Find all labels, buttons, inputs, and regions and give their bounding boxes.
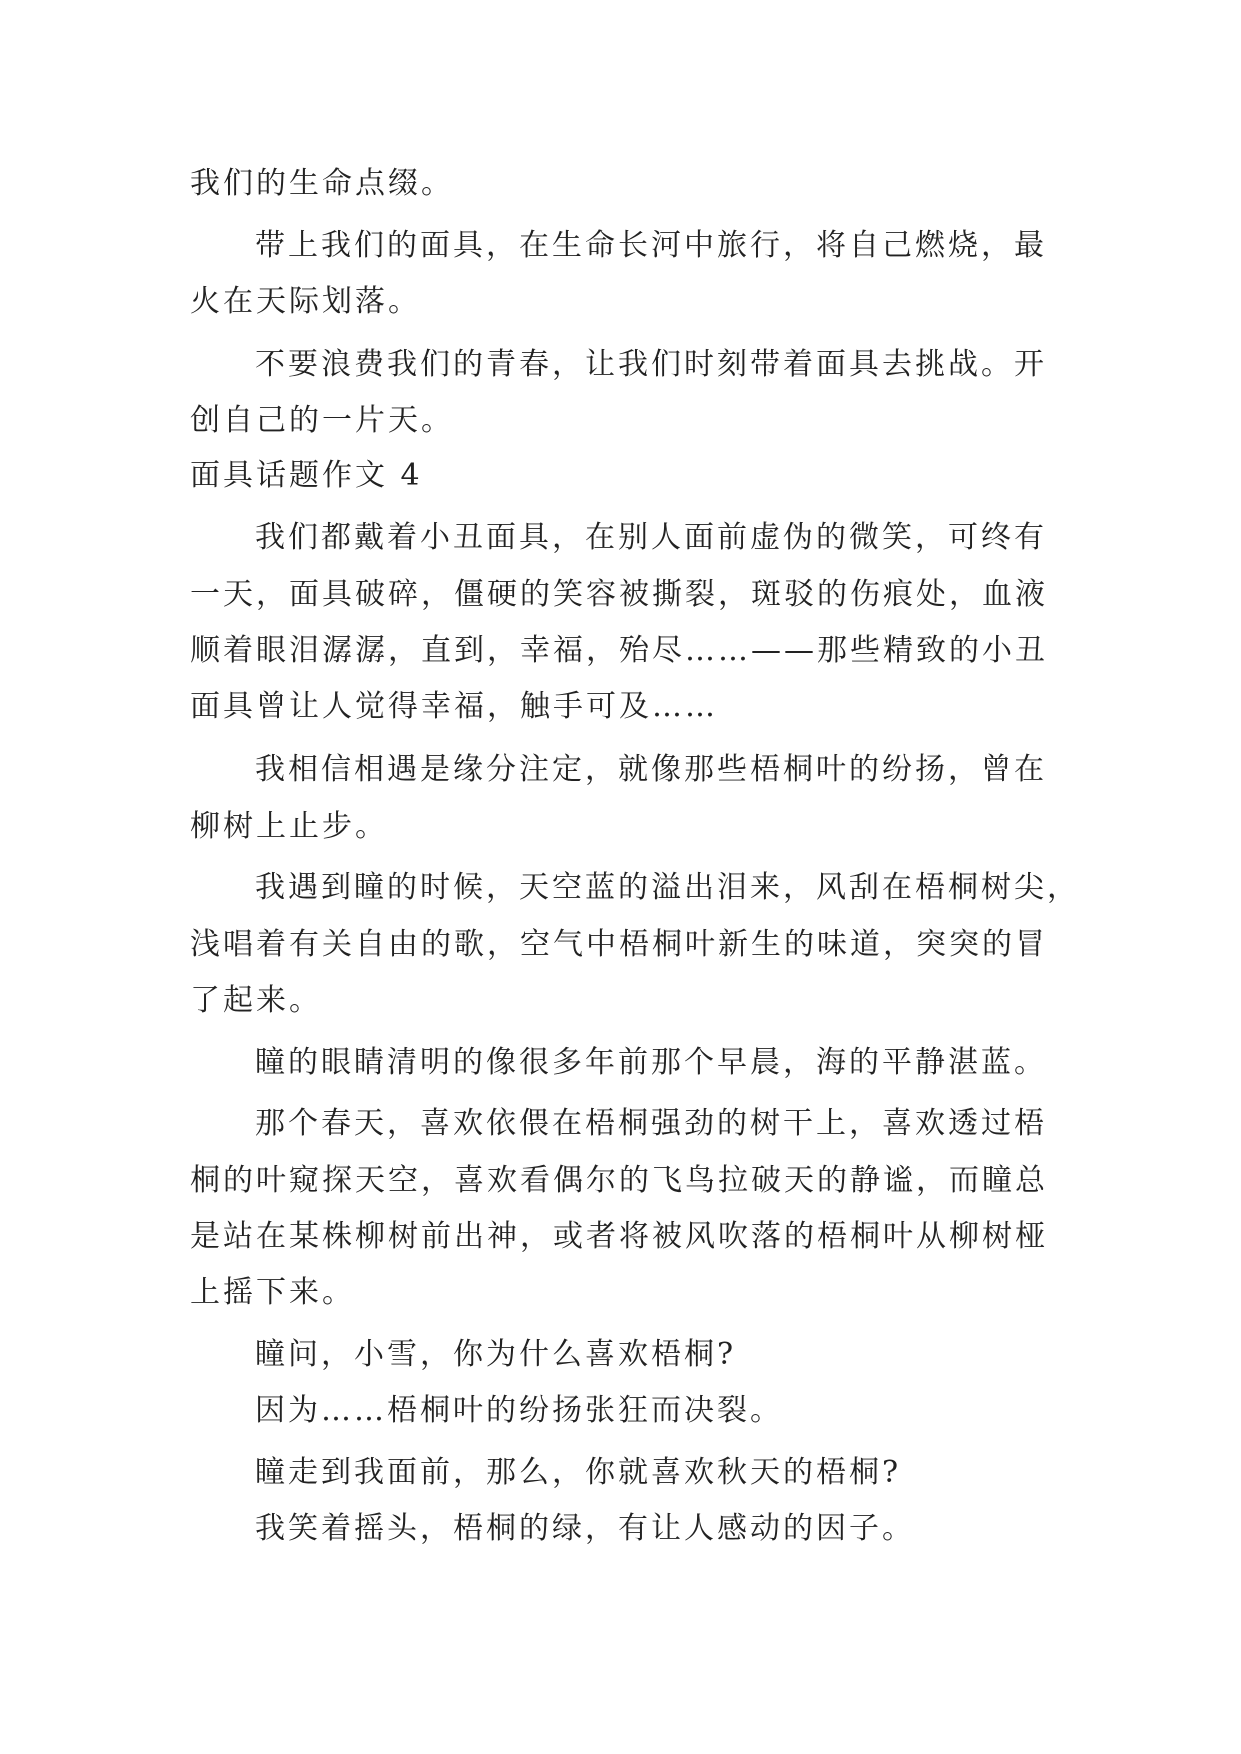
paragraph-start-line: 瞳问，小雪，你为什么喜欢梧桐?: [255, 1337, 737, 1372]
text-line: 桐的叶窥探天空，喜欢看偶尔的飞鸟拉破天的静谧，而瞳总: [190, 1163, 1048, 1198]
text-line: 浅唱着有关自由的歌，空气中梧桐叶新生的味道，突突的冒: [190, 927, 1048, 962]
section-heading: 面具话题作文 4: [190, 458, 423, 493]
text-line: 面具曾让人觉得幸福，触手可及……: [190, 689, 718, 724]
text-line: 柳树上止步。: [190, 809, 388, 844]
text-line: 创自己的一片天。: [190, 403, 454, 438]
text-line: 上摇下来。: [190, 1275, 355, 1310]
paragraph-start-line: 我们都戴着小丑面具，在别人面前虚伪的微笑，可终有: [255, 520, 1047, 555]
text-line: 是站在某株柳树前出神，或者将被风吹落的梧桐叶从柳树桠: [190, 1219, 1048, 1254]
paragraph-start-line: 我笑着摇头，梧桐的绿，有让人感动的因子。: [255, 1511, 915, 1546]
paragraph-start-line: 瞳走到我面前，那么，你就喜欢秋天的梧桐?: [255, 1455, 902, 1490]
paragraph-start-line: 不要浪费我们的青春，让我们时刻带着面具去挑战。开: [255, 347, 1047, 382]
paragraph-start-line: 瞳的眼睛清明的像很多年前那个早晨，海的平静湛蓝。: [255, 1045, 1047, 1080]
paragraph-start-line: 那个春天，喜欢依偎在梧桐强劲的树干上，喜欢透过梧: [255, 1106, 1047, 1141]
text-line: 顺着眼泪潺潺，直到，幸福，殆尽……——那些精致的小丑: [190, 633, 1048, 668]
text-line: 火在天际划落。: [190, 284, 421, 319]
paragraph-start-line: 我遇到瞳的时候，天空蓝的溢出泪来，风刮在梧桐树尖，: [255, 870, 1080, 905]
paragraph-start-line: 我相信相遇是缘分注定，就像那些梧桐叶的纷扬，曾在: [255, 752, 1047, 787]
text-line: 了起来。: [190, 983, 322, 1018]
text-line: 一天，面具破碎，僵硬的笑容被撕裂，斑驳的伤痕处，血液: [190, 577, 1048, 612]
paragraph-start-line: 带上我们的面具，在生命长河中旅行，将自己燃烧，最: [255, 228, 1047, 263]
text-line: 我们的生命点缀。: [190, 166, 454, 201]
paragraph-start-line: 因为……梧桐叶的纷扬张狂而决裂。: [255, 1393, 783, 1428]
